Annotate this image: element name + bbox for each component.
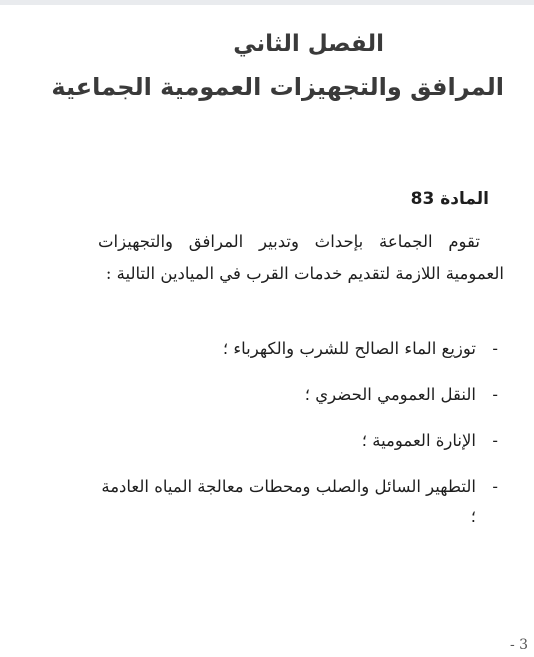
list-item-text: الإنارة العمومية ؛ (361, 431, 476, 450)
article-heading: المادة 83 (410, 189, 489, 209)
page-number: - 3 (510, 637, 529, 653)
article-body: تقوم الجماعة بإحداث وتدبير المرافق والتجهيزات العمومية اللازمة لتقديم خدمات القرب في الميادين التالية : (98, 232, 504, 283)
chapter-title: الفصل الثاني (233, 31, 384, 57)
list-item-text: النقل العمومي الحضري ؛ (304, 385, 476, 404)
list-item (98, 334, 498, 364)
list-item-text: التطهير السائل والصلب ومحطات معالجة المياه العادمة ؛ (101, 477, 476, 526)
list-dash: - (492, 477, 498, 496)
list-item-text: توزيع الماء الصالح للشرب والكهرباء ؛ (222, 339, 476, 358)
chapter-subtitle: المرافق والتجهيزات العمومية الجماعية (51, 73, 504, 101)
list-item (98, 472, 498, 532)
article-item-list (98, 334, 498, 548)
list-dash: - (492, 431, 498, 450)
list-dash: - (492, 385, 498, 404)
list-item (98, 380, 498, 410)
list-item (98, 426, 498, 456)
list-dash: - (492, 339, 498, 358)
